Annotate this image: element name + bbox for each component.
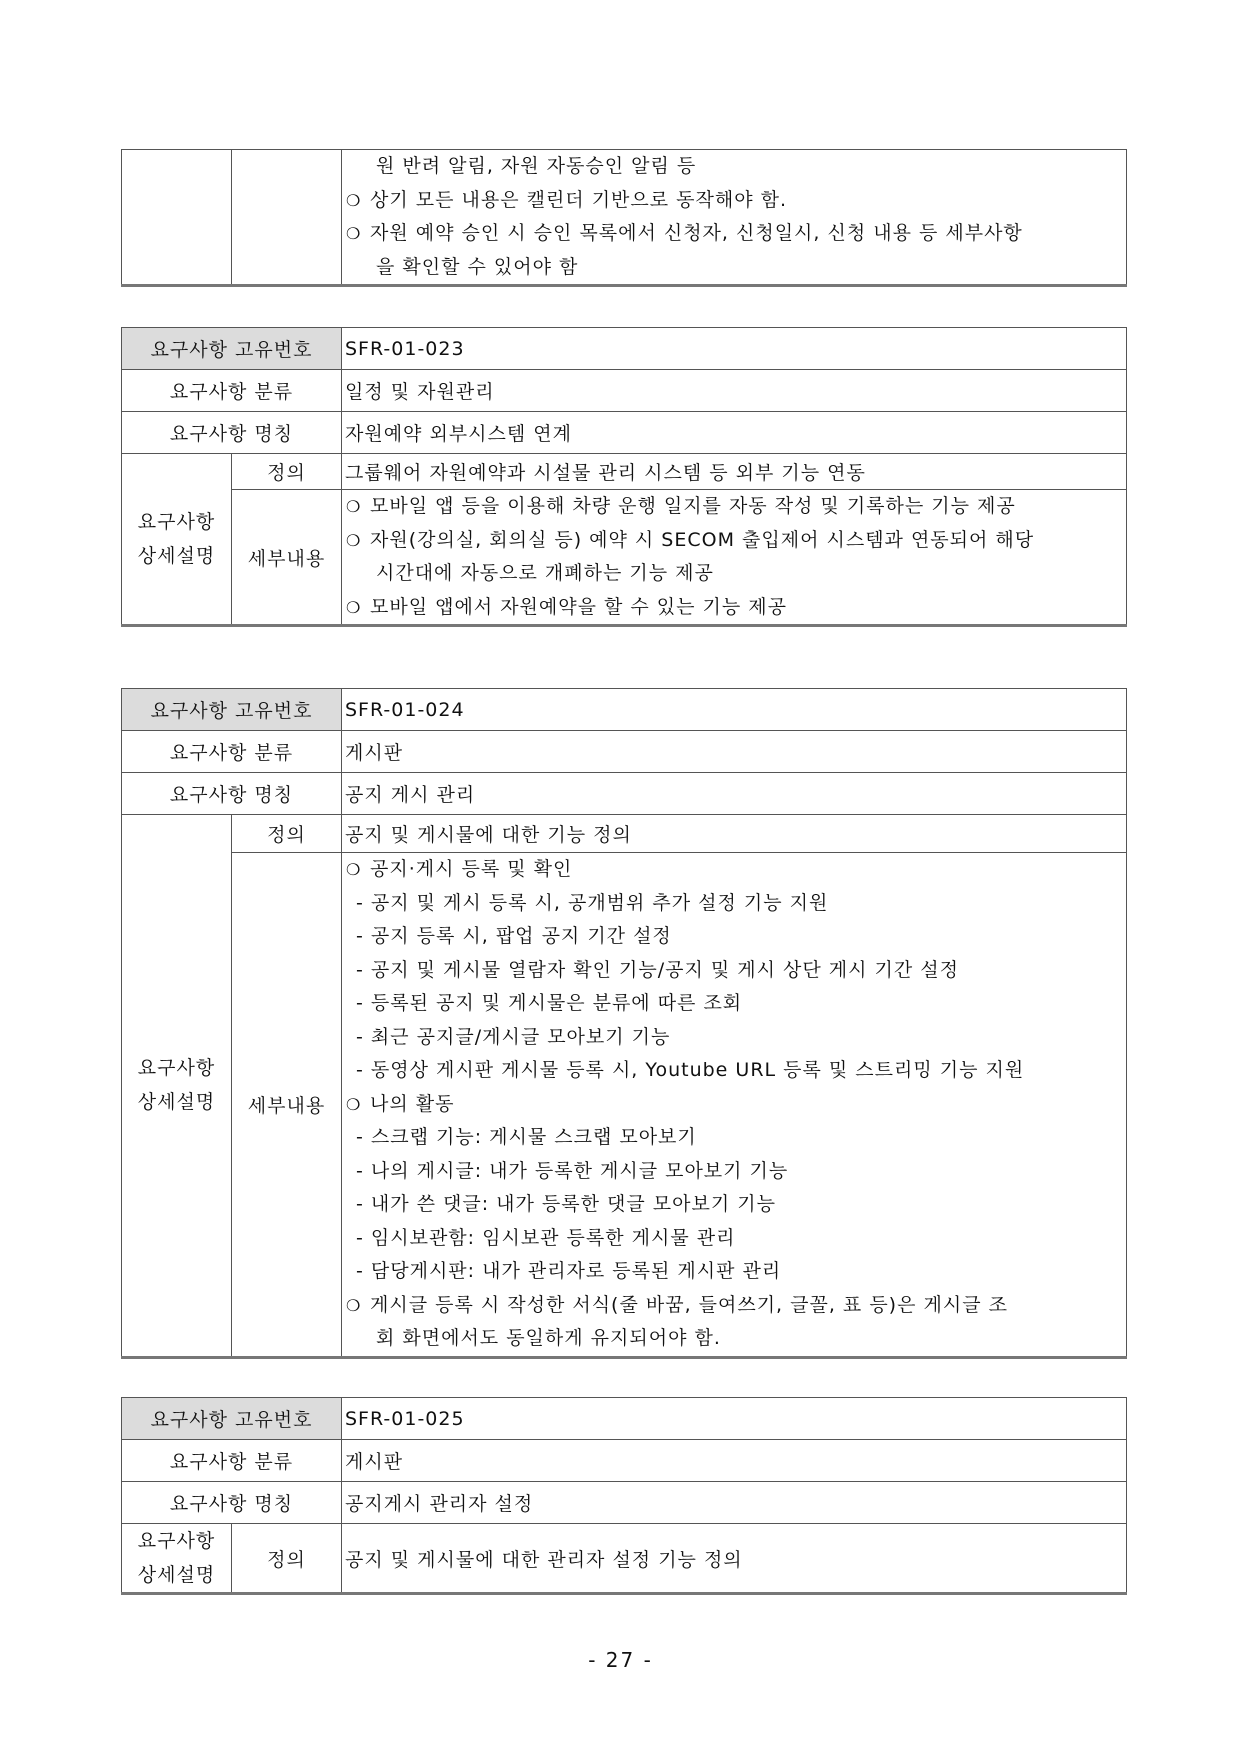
bullet-circle-icon: ❍	[346, 1094, 362, 1114]
line-text: 나의 활동	[370, 1092, 455, 1115]
id-value: SFR-01-023	[342, 328, 1127, 370]
bullet-item	[346, 853, 1122, 887]
line-text: - 담당게시판: 내가 관리자로 등록된 게시판 관리	[356, 1260, 782, 1282]
category-label: 요구사항 분류	[122, 1440, 342, 1482]
line-text: - 공지 및 게시물 열람자 확인 기능/공지 및 게시 상단 게시 기간 설정	[356, 958, 959, 981]
bullet-circle-icon: ❍	[346, 597, 362, 617]
continued-requirement-table	[121, 149, 1127, 287]
line-text: 게시글 등록 시 작성한 서식(줄 바꿈, 들여쓰기, 글꼴, 표 등)은 게시글 조	[370, 1293, 1008, 1316]
requirement-table-025	[121, 1397, 1127, 1595]
line-text: 모바일 앱에서 자원예약을 할 수 있는 기능 제공	[370, 595, 788, 618]
detail-label-line1: 요구사항	[137, 1057, 216, 1080]
line-text: - 최근 공지글/게시글 모아보기 기능	[356, 1025, 671, 1048]
bullet-item	[346, 1088, 1122, 1122]
continuation-line	[346, 1322, 1122, 1356]
category-value: 일정 및 자원관리	[342, 370, 1127, 412]
bullet-circle-icon: ❍	[346, 530, 362, 550]
bullet-item	[346, 184, 1122, 218]
details-label: 세부내용	[232, 853, 342, 1358]
detail-lines	[342, 150, 1127, 286]
line-text: 모바일 앱 등을 이용해 차량 운행 일지를 자동 작성 및 기록하는 기능 제공	[370, 495, 1016, 517]
line-text: 공지·게시 등록 및 확인	[370, 858, 573, 880]
sub-item	[346, 1222, 1122, 1256]
bullet-item	[346, 591, 1122, 625]
bullet-item	[346, 490, 1122, 524]
detail-label-line2: 상세설명	[137, 545, 216, 567]
id-label: 요구사항 고유번호	[122, 689, 342, 731]
sub-item	[346, 987, 1122, 1021]
line-text: - 공지 등록 시, 팝업 공지 기간 설정	[356, 925, 672, 947]
sub-item	[346, 1021, 1122, 1055]
line-text: 시간대에 자동으로 개폐하는 기능 제공	[376, 562, 714, 584]
detail-label-line1: 요구사항	[137, 1530, 216, 1552]
details-label: 세부내용	[232, 490, 342, 626]
category-label: 요구사항 분류	[122, 731, 342, 773]
continuation-line	[346, 557, 1122, 591]
line-text: 회 화면에서도 동일하게 유지되어야 함.	[376, 1327, 721, 1349]
line-text: - 내가 쓴 댓글: 내가 등록한 댓글 모아보기 기능	[356, 1193, 776, 1215]
sub-item	[346, 1121, 1122, 1155]
name-label: 요구사항 명칭	[122, 773, 342, 815]
bullet-item	[346, 524, 1122, 558]
line-text: - 등록된 공지 및 게시물은 분류에 따른 조회	[356, 992, 743, 1014]
sub-item	[346, 1255, 1122, 1289]
name-value: 공지게시 관리자 설정	[342, 1482, 1127, 1524]
detail-lines	[342, 853, 1127, 1358]
requirement-table-024	[121, 688, 1127, 1359]
id-value: SFR-01-025	[342, 1398, 1127, 1440]
category-value: 게시판	[342, 731, 1127, 773]
category-label: 요구사항 분류	[122, 370, 342, 412]
sub-item	[346, 1188, 1122, 1222]
page-number: - 27 -	[588, 1648, 653, 1672]
id-label: 요구사항 고유번호	[122, 328, 342, 370]
detail-lines	[342, 490, 1127, 626]
detail-label	[122, 454, 232, 626]
line-text: - 임시보관함: 임시보관 등록한 게시물 관리	[356, 1226, 736, 1249]
definition-label: 정의	[232, 454, 342, 490]
line-text: - 스크랩 기능: 게시물 스크랩 모아보기	[356, 1126, 697, 1148]
line-text: 을 확인할 수 있어야 함	[376, 255, 579, 278]
bullet-circle-icon: ❍	[346, 860, 362, 879]
detail-label-line2: 상세설명	[137, 1564, 216, 1586]
bullet-circle-icon: ❍	[346, 497, 362, 516]
line-text: - 나의 게시글: 내가 등록한 게시글 모아보기 기능	[356, 1159, 789, 1182]
sub-item	[346, 920, 1122, 954]
empty-cell	[232, 150, 342, 286]
line-text: 자원(강의실, 회의실 등) 예약 시 SECOM 출입제어 시스템과 연동되어 해당	[370, 528, 1035, 551]
name-label: 요구사항 명칭	[122, 1482, 342, 1524]
bullet-item	[346, 217, 1122, 251]
detail-label	[122, 1524, 232, 1594]
continuation-line	[346, 251, 1122, 285]
name-value: 자원예약 외부시스템 연계	[342, 412, 1127, 454]
name-label: 요구사항 명칭	[122, 412, 342, 454]
bullet-circle-icon: ❍	[346, 224, 362, 243]
definition-value: 공지 및 게시물에 대한 관리자 설정 기능 정의	[342, 1524, 1127, 1594]
bullet-circle-icon: ❍	[346, 190, 362, 210]
sub-item	[346, 887, 1122, 921]
detail-label	[122, 815, 232, 1358]
definition-label: 정의	[232, 1524, 342, 1594]
id-value: SFR-01-024	[342, 689, 1127, 731]
definition-label: 정의	[232, 815, 342, 853]
bullet-item	[346, 1289, 1122, 1323]
requirement-table-023	[121, 327, 1127, 627]
sub-item	[346, 954, 1122, 988]
definition-value: 공지 및 게시물에 대한 기능 정의	[342, 815, 1127, 853]
continuation-line	[346, 150, 1122, 184]
name-value: 공지 게시 관리	[342, 773, 1127, 815]
line-text: - 공지 및 게시 등록 시, 공개범위 추가 설정 기능 지원	[356, 891, 829, 914]
line-text: - 동영상 게시판 게시물 등록 시, Youtube URL 등록 및 스트리밍 기능 지원	[356, 1059, 1025, 1081]
detail-label-line2: 상세설명	[137, 1091, 216, 1114]
id-label: 요구사항 고유번호	[122, 1398, 342, 1440]
definition-value: 그룹웨어 자원예약과 시설물 관리 시스템 등 외부 기능 연동	[342, 454, 1127, 490]
bullet-circle-icon: ❍	[346, 1295, 362, 1315]
line-text: 자원 예약 승인 시 승인 목록에서 신청자, 신청일시, 신청 내용 등 세부사항	[370, 222, 1023, 244]
category-value: 게시판	[342, 1440, 1127, 1482]
sub-item	[346, 1155, 1122, 1189]
detail-label-line1: 요구사항	[137, 511, 216, 533]
empty-cell	[122, 150, 232, 286]
sub-item	[346, 1054, 1122, 1088]
line-text: 상기 모든 내용은 캘린더 기반으로 동작해야 함.	[370, 188, 788, 211]
line-text: 원 반려 알림, 자원 자동승인 알림 등	[376, 155, 697, 177]
